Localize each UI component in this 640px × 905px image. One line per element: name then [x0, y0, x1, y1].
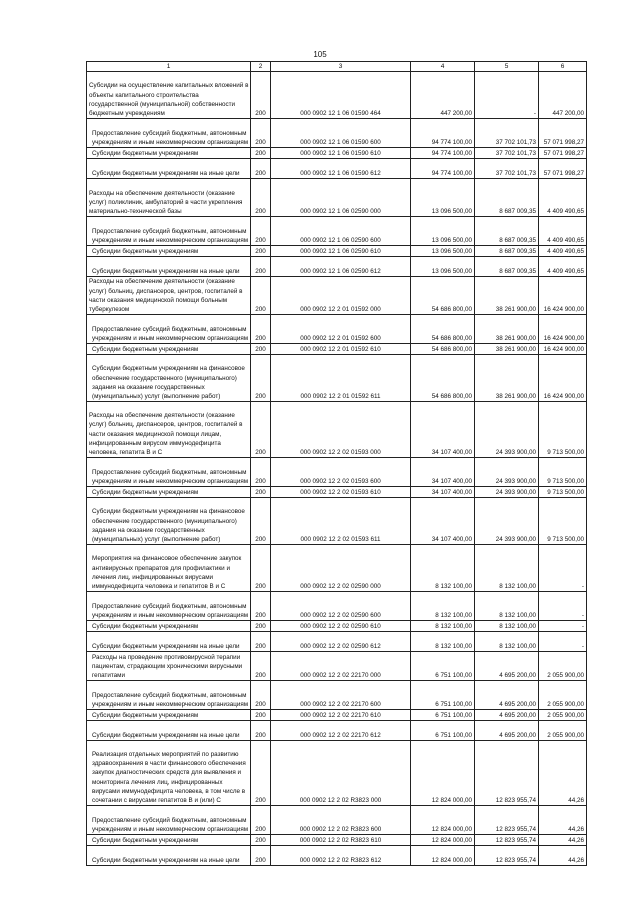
row-name-cell: Субсидии бюджетным учреждениям: [87, 344, 251, 355]
row-approved-cell: 13 096 500,00: [411, 257, 475, 277]
row-unexecuted-cell: -: [539, 545, 587, 592]
row-unexecuted-cell: -: [539, 592, 587, 621]
row-code-a-cell: 200: [251, 487, 271, 498]
row-executed-cell: 12 823 955,74: [475, 846, 539, 866]
row-name-cell: Субсидии бюджетным учреждениям на иные цели: [87, 846, 251, 866]
row-code-cell: 000 0902 12 1 06 02590 610: [271, 246, 411, 257]
row-unexecuted-cell: 9 713 500,00: [539, 487, 587, 498]
row-code-cell: 000 0902 12 2 02 22170 610: [271, 710, 411, 721]
row-code-cell: 000 0902 12 2 02 R3823 610: [271, 835, 411, 846]
row-executed-cell: 8 687 009,35: [475, 179, 539, 217]
row-unexecuted-cell: -: [539, 621, 587, 632]
row-name-cell: Субсидии бюджетным учреждениям: [87, 835, 251, 846]
table-row: [87, 355, 587, 402]
row-unexecuted-cell: 44,26: [539, 741, 587, 806]
row-name-cell: Предоставление субсидий бюджетным, автономным учреждениям и иным некоммерческим организациям: [87, 458, 251, 487]
row-executed-cell: 8 687 009,35: [475, 217, 539, 246]
row-approved-cell: 8 132 100,00: [411, 545, 475, 592]
row-approved-cell: 8 132 100,00: [411, 621, 475, 632]
row-code-cell: 000 0902 12 2 01 01592 600: [271, 315, 411, 344]
row-unexecuted-cell: 16 424 900,00: [539, 315, 587, 344]
row-approved-cell: 94 774 100,00: [411, 148, 475, 159]
row-unexecuted-cell: 2 055 900,00: [539, 681, 587, 710]
table-row: [87, 159, 587, 179]
row-code-a-cell: 200: [251, 846, 271, 866]
row-approved-cell: 447 200,00: [411, 72, 475, 119]
row-name-cell: Расходы на обеспечение деятельности (оказание услуг) больниц, диспансеров, центров, госпиталей в части оказания медицинской помощи лицам, инфицированным вирусом иммунодефицита человека, гепатита В и С: [87, 402, 251, 458]
row-code-cell: 000 0902 12 2 02 02590 600: [271, 592, 411, 621]
row-executed-cell: 8 132 100,00: [475, 592, 539, 621]
row-unexecuted-cell: -: [539, 632, 587, 652]
row-code-a-cell: 200: [251, 498, 271, 545]
row-name-cell: Субсидии бюджетным учреждениям: [87, 246, 251, 257]
row-executed-cell: 38 261 900,00: [475, 344, 539, 355]
row-executed-cell: 8 687 009,35: [475, 246, 539, 257]
row-name-cell: Субсидии бюджетным учреждениям: [87, 621, 251, 632]
row-unexecuted-cell: 2 055 900,00: [539, 652, 587, 681]
row-name-cell: Субсидии бюджетным учреждениям на финансовое обеспечение государственного (муниципального) задания на оказание государственных (муниципальных) услуг (выполнение работ): [87, 355, 251, 402]
row-code-a-cell: 200: [251, 835, 271, 846]
row-unexecuted-cell: 44,26: [539, 846, 587, 866]
row-approved-cell: 6 751 100,00: [411, 721, 475, 741]
row-name-cell: Расходы на обеспечение деятельности (оказание услуг) больниц, диспансеров, центров, госпиталей в части оказания медицинской помощи больным туберкулезом: [87, 277, 251, 315]
header-cell: 6: [539, 62, 587, 72]
table-row: [87, 835, 587, 846]
table-row: [87, 632, 587, 652]
row-executed-cell: 37 702 101,73: [475, 159, 539, 179]
row-approved-cell: 12 824 000,00: [411, 835, 475, 846]
row-executed-cell: 24 393 900,00: [475, 487, 539, 498]
row-code-cell: 000 0902 12 1 06 02590 600: [271, 217, 411, 246]
row-approved-cell: 34 107 400,00: [411, 487, 475, 498]
row-approved-cell: 6 751 100,00: [411, 681, 475, 710]
table-row: [87, 741, 587, 806]
row-name-cell: Субсидии бюджетным учреждениям на иные цели: [87, 159, 251, 179]
row-code-a-cell: 200: [251, 217, 271, 246]
row-code-cell: 000 0902 12 2 01 01592 000: [271, 277, 411, 315]
row-unexecuted-cell: 4 409 490,65: [539, 246, 587, 257]
row-code-cell: 000 0902 12 1 06 01590 610: [271, 148, 411, 159]
row-approved-cell: 8 132 100,00: [411, 632, 475, 652]
row-unexecuted-cell: 4 409 490,65: [539, 179, 587, 217]
table-row: [87, 246, 587, 257]
header-cell: 5: [475, 62, 539, 72]
header-cell: 4: [411, 62, 475, 72]
row-name-cell: Предоставление субсидий бюджетным, автономным учреждениям и иным некоммерческим организациям: [87, 592, 251, 621]
table-row: [87, 710, 587, 721]
row-code-a-cell: 200: [251, 355, 271, 402]
row-name-cell: Расходы на проведение противовирусной терапии пациентам, страдающим хроническими вирусными гепатитами: [87, 652, 251, 681]
header-row: [87, 62, 587, 72]
row-unexecuted-cell: 57 071 998,27: [539, 148, 587, 159]
row-executed-cell: 24 393 900,00: [475, 458, 539, 487]
row-executed-cell: 4 695 200,00: [475, 681, 539, 710]
row-name-cell: Субсидии бюджетным учреждениям: [87, 148, 251, 159]
row-code-cell: 000 0902 12 2 02 02590 612: [271, 632, 411, 652]
row-code-a-cell: 200: [251, 402, 271, 458]
row-unexecuted-cell: 2 055 900,00: [539, 721, 587, 741]
row-approved-cell: 34 107 400,00: [411, 458, 475, 487]
table-row: [87, 592, 587, 621]
table-row: [87, 681, 587, 710]
header-cell: 1: [87, 62, 251, 72]
row-name-cell: Реализация отдельных мероприятий по развитию здравоохранения в части финансового обеспечения закупок диагностических средств для выявления и мониторинга лечения лиц, инфицированных вирусами иммунодефицита человека, в том числе в сочетании с вирусами гепатитов В и (или) С: [87, 741, 251, 806]
row-approved-cell: 94 774 100,00: [411, 159, 475, 179]
table-row: [87, 806, 587, 835]
row-code-cell: 000 0902 12 2 02 22170 600: [271, 681, 411, 710]
table-row: [87, 545, 587, 592]
header-cell: 2: [251, 62, 271, 72]
row-code-cell: 000 0902 12 1 06 01590 464: [271, 72, 411, 119]
row-code-cell: 000 0902 12 1 06 01590 612: [271, 159, 411, 179]
row-name-cell: Предоставление субсидий бюджетным, автономным учреждениям и иным некоммерческим организациям: [87, 217, 251, 246]
table-row: [87, 119, 587, 148]
row-code-a-cell: 200: [251, 621, 271, 632]
row-unexecuted-cell: 9 713 500,00: [539, 402, 587, 458]
row-approved-cell: 54 686 800,00: [411, 355, 475, 402]
row-executed-cell: 8 132 100,00: [475, 545, 539, 592]
row-name-cell: Предоставление субсидий бюджетным, автономным учреждениям и иным некоммерческим организациям: [87, 119, 251, 148]
row-code-a-cell: 200: [251, 315, 271, 344]
row-code-a-cell: 200: [251, 741, 271, 806]
row-code-a-cell: 200: [251, 681, 271, 710]
row-executed-cell: 24 393 900,00: [475, 402, 539, 458]
row-executed-cell: 37 702 101,73: [475, 119, 539, 148]
row-unexecuted-cell: 44,26: [539, 835, 587, 846]
row-unexecuted-cell: 57 071 998,27: [539, 119, 587, 148]
row-code-a-cell: 200: [251, 806, 271, 835]
row-code-cell: 000 0902 12 2 02 01593 611: [271, 498, 411, 545]
row-unexecuted-cell: 16 424 900,00: [539, 277, 587, 315]
row-name-cell: Субсидии бюджетным учреждениям на финансовое обеспечение государственного (муниципального) задания на оказание государственных (муниципальных) услуг (выполнение работ): [87, 498, 251, 545]
table-row: [87, 344, 587, 355]
row-name-cell: Субсидии бюджетным учреждениям на иные цели: [87, 721, 251, 741]
row-approved-cell: 13 096 500,00: [411, 246, 475, 257]
row-code-cell: 000 0902 12 2 01 01592 610: [271, 344, 411, 355]
budget-table: [86, 61, 587, 866]
row-approved-cell: 54 686 800,00: [411, 277, 475, 315]
table-row: [87, 217, 587, 246]
row-unexecuted-cell: 447 200,00: [539, 72, 587, 119]
row-name-cell: Субсидии на осуществление капитальных вложений в объекты капитального строительства государственной (муниципальной) собственности бюджетным учреждениям: [87, 72, 251, 119]
row-code-cell: 000 0902 12 1 06 01590 600: [271, 119, 411, 148]
table-row: [87, 458, 587, 487]
row-executed-cell: 38 261 900,00: [475, 277, 539, 315]
row-name-cell: Мероприятия на финансовое обеспечение закупок антивирусных препаратов для профилактики и лечения лиц, инфицированных вирусами иммунодефицита человека и гепатитов В и С: [87, 545, 251, 592]
header-cell: 3: [271, 62, 411, 72]
row-approved-cell: 94 774 100,00: [411, 119, 475, 148]
row-approved-cell: 12 824 000,00: [411, 741, 475, 806]
row-executed-cell: 38 261 900,00: [475, 315, 539, 344]
row-unexecuted-cell: 9 713 500,00: [539, 498, 587, 545]
row-executed-cell: 4 695 200,00: [475, 652, 539, 681]
row-executed-cell: 12 823 955,74: [475, 835, 539, 846]
row-executed-cell: 24 393 900,00: [475, 498, 539, 545]
row-code-cell: 000 0902 12 2 01 01592 611: [271, 355, 411, 402]
row-code-a-cell: 200: [251, 72, 271, 119]
row-code-a-cell: 200: [251, 257, 271, 277]
row-name-cell: Субсидии бюджетным учреждениям: [87, 487, 251, 498]
row-unexecuted-cell: 2 055 900,00: [539, 710, 587, 721]
table-row: [87, 487, 587, 498]
row-code-cell: 000 0902 12 2 02 R3823 612: [271, 846, 411, 866]
row-code-a-cell: 200: [251, 458, 271, 487]
row-code-a-cell: 200: [251, 119, 271, 148]
table-row: [87, 148, 587, 159]
row-code-cell: 000 0902 12 2 02 01593 000: [271, 402, 411, 458]
row-approved-cell: 12 824 000,00: [411, 846, 475, 866]
row-executed-cell: 4 695 200,00: [475, 721, 539, 741]
row-approved-cell: 54 686 800,00: [411, 315, 475, 344]
row-code-a-cell: 200: [251, 710, 271, 721]
row-code-a-cell: 200: [251, 592, 271, 621]
row-executed-cell: 8 132 100,00: [475, 621, 539, 632]
row-name-cell: Предоставление субсидий бюджетным, автономным учреждениям и иным некоммерческим организациям: [87, 681, 251, 710]
row-code-cell: 000 0902 12 2 02 02590 610: [271, 621, 411, 632]
row-executed-cell: 12 823 955,74: [475, 741, 539, 806]
row-approved-cell: 34 107 400,00: [411, 498, 475, 545]
row-name-cell: Субсидии бюджетным учреждениям на иные цели: [87, 632, 251, 652]
table-row: [87, 621, 587, 632]
row-code-a-cell: 200: [251, 721, 271, 741]
row-approved-cell: 8 132 100,00: [411, 592, 475, 621]
row-code-a-cell: 200: [251, 148, 271, 159]
table-row: [87, 179, 587, 217]
row-executed-cell: 37 702 101,73: [475, 148, 539, 159]
row-code-cell: 000 0902 12 2 02 22170 612: [271, 721, 411, 741]
row-code-cell: 000 0902 12 2 02 R3823 600: [271, 806, 411, 835]
row-code-cell: 000 0902 12 2 02 22170 000: [271, 652, 411, 681]
table-row: [87, 402, 587, 458]
row-code-a-cell: 200: [251, 344, 271, 355]
table-row: [87, 721, 587, 741]
row-approved-cell: 34 107 400,00: [411, 402, 475, 458]
page-number: 105: [313, 50, 327, 59]
row-executed-cell: 8 687 009,35: [475, 257, 539, 277]
row-code-cell: 000 0902 12 2 02 01593 610: [271, 487, 411, 498]
row-executed-cell: 38 261 900,00: [475, 355, 539, 402]
row-name-cell: Субсидии бюджетным учреждениям на иные цели: [87, 257, 251, 277]
row-code-cell: 000 0902 12 2 02 02590 000: [271, 545, 411, 592]
row-approved-cell: 13 096 500,00: [411, 217, 475, 246]
table-row: [87, 652, 587, 681]
row-code-a-cell: 200: [251, 179, 271, 217]
row-code-a-cell: 200: [251, 632, 271, 652]
row-unexecuted-cell: 57 071 998,27: [539, 159, 587, 179]
row-name-cell: Предоставление субсидий бюджетным, автономным учреждениям и иным некоммерческим организациям: [87, 806, 251, 835]
table-row: [87, 315, 587, 344]
row-code-a-cell: 200: [251, 545, 271, 592]
table-row: [87, 277, 587, 315]
row-unexecuted-cell: 4 409 490,65: [539, 257, 587, 277]
row-name-cell: Субсидии бюджетным учреждениям: [87, 710, 251, 721]
row-approved-cell: 54 686 800,00: [411, 344, 475, 355]
row-approved-cell: 6 751 100,00: [411, 652, 475, 681]
row-code-a-cell: 200: [251, 246, 271, 257]
row-code-a-cell: 200: [251, 277, 271, 315]
row-unexecuted-cell: 44,26: [539, 806, 587, 835]
row-unexecuted-cell: 4 409 490,65: [539, 217, 587, 246]
table-row: [87, 72, 587, 119]
row-name-cell: Предоставление субсидий бюджетным, автономным учреждениям и иным некоммерческим организациям: [87, 315, 251, 344]
row-executed-cell: 12 823 955,74: [475, 806, 539, 835]
table-row: [87, 846, 587, 866]
row-code-cell: 000 0902 12 1 06 02590 000: [271, 179, 411, 217]
row-code-cell: 000 0902 12 2 02 R3823 000: [271, 741, 411, 806]
row-approved-cell: 13 096 500,00: [411, 179, 475, 217]
row-code-cell: 000 0902 12 2 02 01593 600: [271, 458, 411, 487]
row-unexecuted-cell: 16 424 900,00: [539, 355, 587, 402]
row-code-a-cell: 200: [251, 652, 271, 681]
table-row: [87, 257, 587, 277]
table-row: [87, 498, 587, 545]
row-unexecuted-cell: 16 424 900,00: [539, 344, 587, 355]
row-name-cell: Расходы на обеспечение деятельности (оказание услуг) поликлиник, амбулаторий в части укрепления материально-технической базы: [87, 179, 251, 217]
row-executed-cell: 8 132 100,00: [475, 632, 539, 652]
row-executed-cell: -: [475, 72, 539, 119]
row-approved-cell: 12 824 000,00: [411, 806, 475, 835]
row-code-a-cell: 200: [251, 159, 271, 179]
row-unexecuted-cell: 9 713 500,00: [539, 458, 587, 487]
row-code-cell: 000 0902 12 1 06 02590 612: [271, 257, 411, 277]
row-approved-cell: 6 751 100,00: [411, 710, 475, 721]
row-executed-cell: 4 695 200,00: [475, 710, 539, 721]
